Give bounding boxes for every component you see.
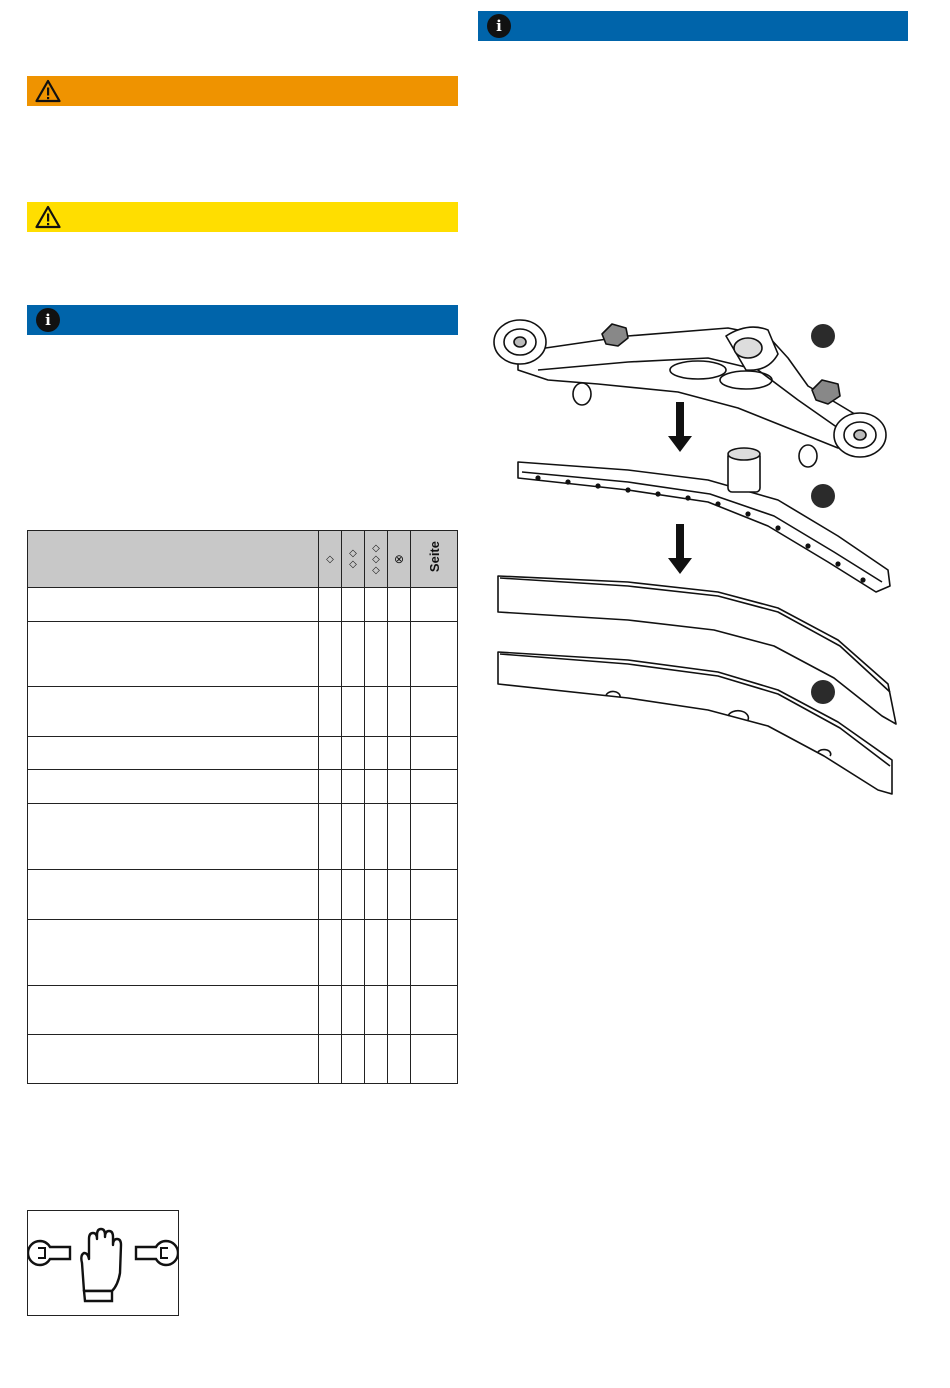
table-row [28, 870, 458, 920]
info-icon: i [486, 13, 512, 39]
header-seite: Seite [411, 531, 458, 588]
table-row [28, 737, 458, 770]
table-row [28, 588, 458, 622]
arrow-down-icon [668, 524, 692, 574]
table-row [28, 920, 458, 986]
warning-bar [27, 76, 458, 106]
maintenance-table [27, 530, 458, 1084]
squeegee-exploded-diagram [478, 300, 918, 810]
caution-bar [27, 202, 458, 232]
info-bar-right [478, 11, 908, 41]
header-weekly: ◇ ◇ [342, 531, 365, 588]
ppe-symbol-box [27, 1210, 179, 1316]
table-row [28, 622, 458, 687]
header-monthly: ◇ ◇ ◇ [365, 531, 388, 588]
info-bar-left [27, 305, 458, 335]
table-row [28, 804, 458, 870]
arrow-down-icon [668, 402, 692, 452]
callout-1 [811, 324, 835, 348]
warning-triangle-icon [35, 78, 61, 104]
table-header-row [28, 531, 458, 588]
info-icon: i [35, 307, 61, 333]
table-row [28, 1035, 458, 1084]
callout-3 [811, 680, 835, 704]
callout-2 [811, 484, 835, 508]
warning-triangle-icon [35, 204, 61, 230]
table-row [28, 986, 458, 1035]
header-service: ⊗ [388, 531, 411, 588]
header-daily: ◇ [319, 531, 342, 588]
table-row [28, 770, 458, 804]
table-row [28, 687, 458, 737]
squeegee-body [518, 448, 890, 592]
protective-gloves-icon [28, 1211, 178, 1315]
header-description [28, 531, 319, 588]
